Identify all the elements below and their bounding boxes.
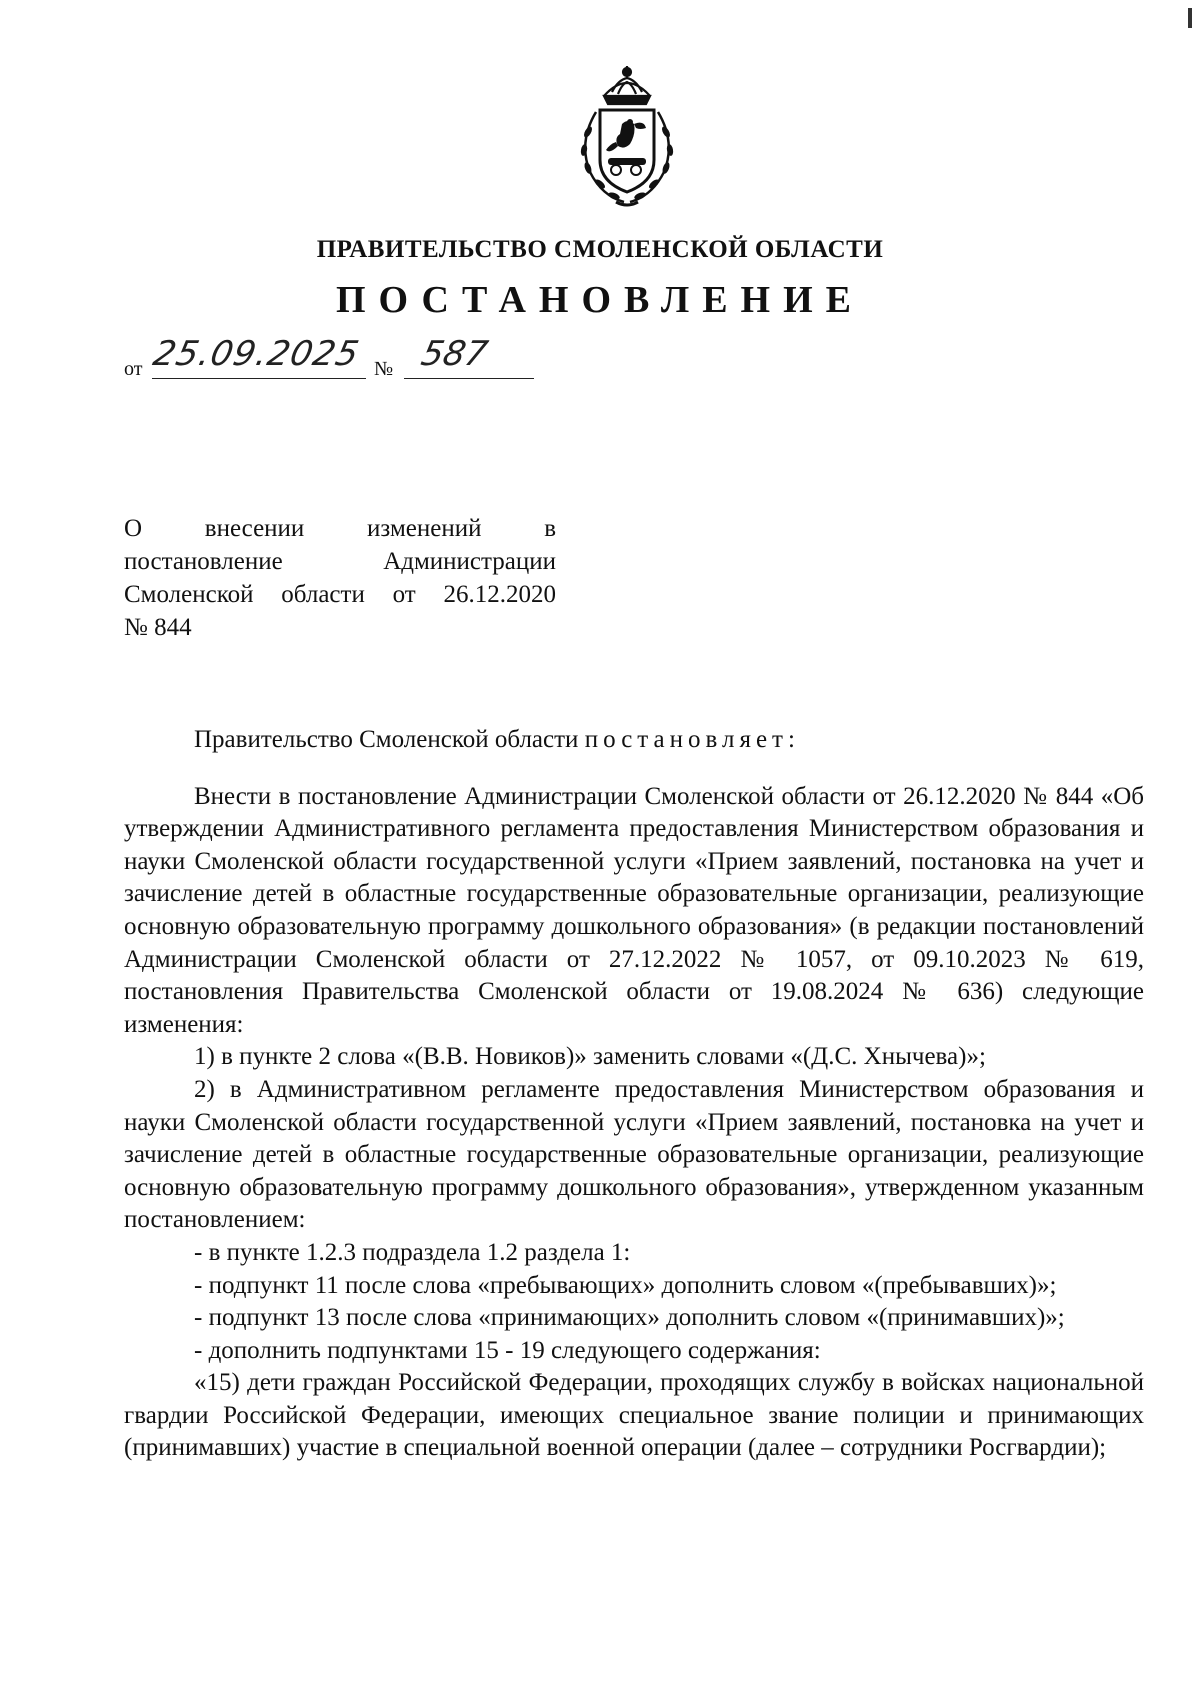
handwritten-date: 25.09.2025 (149, 334, 363, 374)
document-type-title: ПОСТАНОВЛЕНИЕ (335, 279, 865, 321)
subject-line: постановление Администрации (124, 548, 556, 575)
paragraph: - подпункт 11 после слова «пребывающих» дополнить словом «(пребывавших)»; (194, 1271, 1057, 1299)
paragraph: 2) в Административном регламенте предоставления Министерством образования и науки Смоленской области государственной услуги «Прием заявлений, постановка на учет и зачисление детей в областные государственные образовательные организации, реализующие основную образовательную программу дошкольного образования», утвержденном указанным постановлением: (124, 1075, 1144, 1234)
subject-line: № 844 (124, 614, 192, 641)
government-name: ПРАВИТЕЛЬСТВО СМОЛЕНСКОЙ ОБЛАСТИ (316, 236, 884, 263)
paragraph: «15) дети граждан Российской Федерации, проходящих службу в войсках национальной гвардии Российской Федерации, имеющих специальное звание полиции и принимающих (принимавших) участие в специальной военной операции (далее – сотрудники Росгвардии); (124, 1369, 1144, 1462)
scan-corner-mark (1188, 8, 1192, 28)
decree-intro: Правительство Смоленской области (194, 726, 579, 753)
decree-statement (124, 724, 1144, 757)
paragraph: - дополнить подпунктами 15 - 19 следующего содержания: (194, 1336, 821, 1364)
number-underline (404, 378, 534, 379)
paragraph: 1) в пункте 2 слова «(В.В. Новиков)» заменить словами «(Д.С. Хнычева)»; (194, 1043, 986, 1071)
document-subject (124, 512, 556, 644)
subject-line: О внесении изменений в (124, 515, 556, 542)
subject-line: Смоленской области от 26.12.2020 (124, 581, 556, 608)
paragraph: - в пункте 1.2.3 подраздела 1.2 раздела 1: (194, 1238, 631, 1266)
paragraph: Внести в постановление Администрации Смоленской области от 26.12.2020 № 844 «Об утверждении Административного регламента предоставления Министерством образования и науки Смоленской области государственной услуги «Прием заявлений, постановка на учет и зачисление детей в областные государственные образовательные организации, реализующие основную образовательную программу дошкольного образования» (в редакции постановлений Администрации Смоленской области от 27.12.2022 № 1057, от 09.10.2023 № 619, постановления Правительства Смоленской области от 19.08.2024 № 636) следующие изменения: (124, 782, 1144, 1038)
date-underline (152, 378, 366, 379)
smolensk-coat-of-arms-icon (566, 62, 688, 212)
date-label: от (124, 358, 143, 380)
paragraph: - подпункт 13 после слова «принимающих» дополнить словом «(принимавших)»; (194, 1304, 1065, 1332)
registration-line (124, 334, 544, 382)
handwritten-number: 587 (417, 334, 492, 374)
document-body (124, 724, 1144, 1465)
number-label: № (374, 358, 394, 380)
decree-verb: постановляет: (584, 726, 800, 753)
